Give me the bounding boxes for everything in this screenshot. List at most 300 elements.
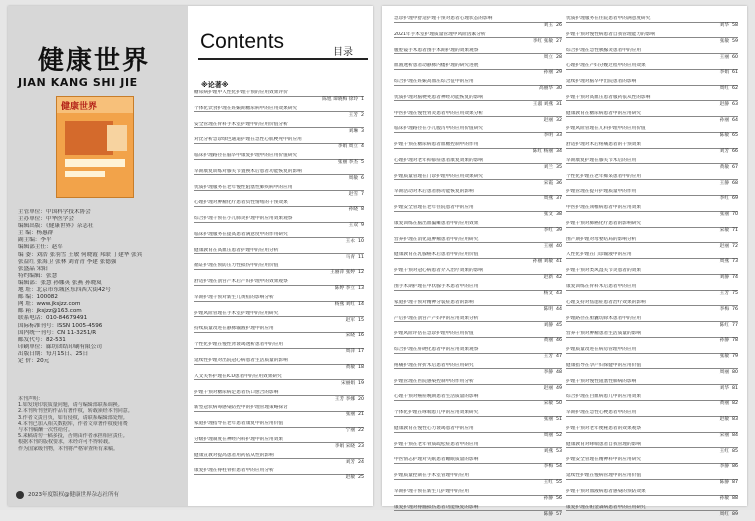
toc-entry-title: 个性化护理在慢性肾衰竭透析患者中的应用 [194,342,284,348]
toc-entry-title: 护理质量管理在门诊护理中的应用效果研究 [394,173,484,179]
toc-entry-page: 39 [556,227,562,233]
toc-entry[interactable] [394,95,562,108]
toc-entry[interactable] [394,142,562,155]
toc-entry-title: 综合护理在肝硬化患者中的应用效果观察 [394,347,479,353]
toc-entry[interactable] [394,457,562,470]
toc-entry-title: 早期护理干预在新生儿护理中的应用 [394,488,470,494]
toc-entry[interactable] [566,363,738,376]
toc-entry-title: 健康指导在孕产妇保健中的应用价值 [566,362,642,368]
toc-entry[interactable] [194,311,364,324]
toc-entry[interactable] [566,142,738,155]
toc-entry-page: 11 [358,254,364,260]
toc-entry-page: 45 [556,322,562,328]
toc-entry-meta [194,222,364,229]
toc-entry[interactable] [566,158,738,171]
toc-entry-authors: 张文 [543,212,554,218]
toc-entry[interactable] [394,473,562,486]
toc-entry-page: 51 [556,417,562,423]
toc-entry-page: 84 [732,432,738,438]
toc-entry-authors: 周萍 [345,349,356,355]
toc-entry[interactable] [394,363,562,376]
toc-entry-authors: 陈红 [719,322,730,328]
toc-entry-title: 营养干预对肿瘤患者生活质量的影响 [566,331,642,337]
toc-entry-page: 72 [732,243,738,249]
toc-entry-meta [394,368,562,375]
toc-entry-authors: 刘华 [719,22,730,28]
toc-entry-title: 持续质量改进在静脉输液护理中的应用 [194,326,274,332]
toc-entry[interactable] [566,63,738,76]
toc-entry-title: 护理干预对糖尿病足患者伤口愈合的影响 [194,389,279,395]
info-line: 国际标准刊号：ISSN 1005-4596 [18,322,103,329]
toc-entry-authors: 王淑 刘燕 [532,101,554,107]
info-line: 印刷单位：廊坊团结印刷有限公司 [18,343,102,350]
toc-entry-meta [194,111,364,118]
toc-entry[interactable] [194,153,364,166]
toc-entry-page: 21 [358,412,364,418]
toc-entry-meta [194,159,364,166]
toc-entry-authors: 王丽萍 张婷 [330,270,356,276]
toc-entry-meta [566,416,738,423]
toc-entry-page: 34 [556,149,562,155]
toc-entry[interactable] [194,358,364,371]
toc-entry-page: 85 [732,448,738,454]
toc-entry[interactable] [194,90,364,103]
toc-entry[interactable] [566,268,738,281]
toc-entry[interactable] [194,122,364,135]
toc-entry-title: 围手术期护理在甲状腺手术患者中的应用 [394,284,479,290]
toc-entry[interactable] [566,316,738,329]
toc-entry-page: 13 [358,286,364,292]
toc-entry[interactable] [394,426,562,439]
info-line: 编 委：刘浩 张羽雪 王敏 何晓霞 邦联 丁建华 张宾 [18,251,143,258]
toc-entry-title: 家庭护理指导在老年患者康复中的应用价值 [194,421,284,427]
toc-entry-meta [394,353,562,360]
info-line: 邮发代号：82-531 [18,336,66,343]
toc-entry[interactable] [394,126,562,139]
circle-icon [16,491,24,499]
toc-entry[interactable] [394,32,562,45]
toc-entry-meta [566,53,738,60]
toc-entry-title: 围产期护理对母婴结局的影响分析 [566,236,637,242]
toc-entry-page: 64 [732,117,738,123]
toc-entry-page: 1 [361,96,364,102]
info-line: 地 址：北京市东城区东四西大街42号 [18,287,111,294]
toc-entry[interactable] [394,505,562,518]
toc-entry[interactable] [394,489,562,502]
toc-entry-meta [394,416,562,423]
cover-logo: 健康世界 [61,102,98,112]
note-line: 3.作者文责自负，如有侵权，请联系编辑部处理。 [18,414,128,421]
toc-entry[interactable] [194,106,364,119]
toc-entry-title: 护理管理在提升护理质量中的作用 [566,189,637,195]
toc-entry-authors: 张丽 [543,417,554,423]
info-line: 邮 编：100082 [18,294,58,301]
toc-entry[interactable] [394,205,562,218]
info-line: 主管单位：中国科学技术协会 [18,209,91,215]
info-line: 编辑部：张慧 孙娜英 张燕 孙晓岚 [18,279,102,286]
toc-entry[interactable] [394,394,562,407]
toc-entry-page: 60 [732,54,738,60]
toc-entry[interactable] [394,252,562,265]
toc-entry-page: 46 [556,338,562,344]
toc-entry-title: 营养护理在消化道肿瘤患者中的应用研究 [394,236,479,242]
toc-entry[interactable] [566,126,738,139]
toc-entry-title: 家庭护理干预对精神分裂症患者的影响 [394,299,474,305]
toc-entry[interactable] [394,189,562,202]
toc-entry[interactable] [394,237,562,250]
toc-entry-page: 10 [358,238,364,244]
note-line: 根据本刊的版权要求，未经许可不得转载。 [18,439,114,446]
toc-entry-meta [566,211,738,218]
toc-entry-meta [194,442,364,449]
toc-entry[interactable] [194,468,364,481]
toc-entry-meta [394,242,562,249]
toc-entry[interactable] [194,169,364,182]
info-line: 张盛晶 宋阳 [18,265,48,272]
toc-entry[interactable] [194,200,364,213]
toc-entry[interactable] [394,16,562,29]
info-line: 定 价：20元 [18,357,50,364]
toc-entry-meta [394,132,562,139]
toc-entry-meta [394,479,562,486]
toc-entry-meta [566,290,738,297]
toc-entry-authors: 李娟 [719,70,730,76]
toc-entry[interactable] [394,379,562,392]
toc-entry[interactable] [566,174,738,187]
toc-entry-authors: 刘燕 [543,448,554,454]
info-line: 邮 箱：jksjzz@163.com [18,308,82,315]
toc-entry[interactable] [566,331,738,344]
toc-entry-meta [194,285,364,292]
toc-entry-authors: 赵丽 [543,385,554,391]
toc-entry-title: 2021年手术室护理质量管理中风险因素分析 [394,31,486,37]
toc-entry-page: 74 [732,275,738,281]
toc-entry[interactable] [566,79,738,92]
toc-entry-meta [566,495,738,502]
toc-entry-title: 综合护理在白血病患儿中的应用效果 [566,394,642,400]
toc-entry-title: 新型冠状病毒感染防控中的护理管理策略探讨 [194,405,288,411]
toc-entry[interactable] [194,405,364,418]
toc-entry-page: 89 [732,511,738,517]
toc-entry[interactable] [194,216,364,229]
toc-entry-title: 健康教育在乳腺癌术后患者中的应用价值 [394,252,479,258]
toc-entry-meta [194,364,364,371]
toc-entry-meta [566,195,738,202]
note-line: 1.如发现印装质量问题，请与编辑部联系调换。 [18,402,123,409]
toc-entry-authors: 李红 张敏 [532,38,554,44]
copyright-footer [16,490,119,499]
toc-entry[interactable] [566,379,738,392]
toc-entry-meta [194,206,364,213]
toc-entry-title: 护理管理在医院感染控制中的作用分析 [394,378,474,384]
toc-entry-authors: 赵新 [543,275,554,281]
toc-entry-meta [566,510,738,517]
toc-entry-title: 延续性护理对出院冠心病患者生活质量的影响 [194,358,288,364]
toc-entry[interactable] [394,48,562,61]
toc-entry-title: 延续护理对脑卒中出院患者的影响 [566,79,637,85]
toc-entry-title: 早期护理在急性心梗患者中的应用 [566,410,637,416]
toc-entry-page: 50 [556,401,562,407]
toc-entry-title: 舒适护理对术后疼痛患者的干预效果 [566,142,642,148]
toc-entry-title: 健康教育在慢性心力衰竭患者中的应用 [394,425,474,431]
toc-entry-page: 8 [361,207,364,213]
toc-entry[interactable] [566,221,738,234]
toc-entry[interactable] [566,442,738,455]
toc-entry[interactable] [194,279,364,292]
toc-entry-authors: 宋敏 [543,401,554,407]
toc-entry[interactable] [394,442,562,455]
toc-entry-page: 12 [358,270,364,276]
toc-entry[interactable] [194,263,364,276]
toc-entry-title: 对比分析急诊绿色通道护理在急性心肌梗死中的应用 [194,137,302,143]
info-line: 国内统一刊号：CN 11-3251/R [18,329,97,336]
toc-entry-authors: 陈红 杨丽 [532,149,554,155]
toc-entry-meta [194,237,364,244]
toc-entry-page: 3 [361,128,364,134]
toc-entry[interactable] [394,158,562,171]
toc-entry-meta [566,432,738,439]
toc-entry-authors: 刘静 [543,322,554,328]
toc-entry[interactable] [566,111,738,124]
toc-entry-authors: 陈静 [719,480,730,486]
toc-entry-page: 67 [732,164,738,170]
toc-entry-page: 35 [556,164,562,170]
toc-entry-meta [394,384,562,391]
toc-entry-authors: 张敏 [719,38,730,44]
toc-entry-authors: 王双 [348,223,359,229]
toc-entry-title: 护理干预对类风湿关节炎患者的效果 [566,268,642,274]
toc-entry-title: 护理安全管理在老年住院患者中的应用 [394,205,474,211]
toc-entry-page: 44 [556,306,562,312]
toc-entry-title: 循证护理在预防压力性损伤中的应用价值 [194,263,279,269]
toc-entry[interactable] [194,137,364,150]
toc-entry-authors: 陈静 [543,511,554,517]
toc-entry-meta [566,321,738,328]
toc-entry-authors: 宋晓 [345,333,356,339]
toc-entry[interactable] [194,437,364,450]
toc-entry-title: 心理干预对癌症晚期患者生活质量的影响 [394,394,479,400]
toc-entry[interactable] [566,473,738,486]
info-line: 编辑出版：《健康世界》杂志社 [18,223,94,230]
toc-entry-title: 康复护理在帕金森病患者中的应用研究 [566,504,646,510]
toc-entry[interactable] [566,205,738,218]
contents-heading-cn: 目录 [333,47,353,58]
toc-entry-meta [566,116,738,123]
toc-entry-page: 49 [556,385,562,391]
toc-entry-meta [566,100,738,107]
toc-entry-page: 9 [361,223,364,229]
toc-entry-meta [566,37,738,44]
toc-entry-meta [194,427,364,434]
toc-entry-page: 63 [732,101,738,107]
toc-entry[interactable] [194,295,364,308]
toc-entry-authors: 宋霞 [543,180,554,186]
toc-entry-meta [394,274,562,281]
publication-info [18,209,186,365]
toc-entry-page: 16 [358,333,364,339]
toc-entry-title: 个体化饮食护理在妊娠期糖尿病中的应用效果研究 [194,105,298,111]
toc-entry[interactable] [394,221,562,234]
toc-column-left [194,90,364,484]
toc-entry-page: 66 [732,149,738,155]
toc-entry-authors: 王红 [719,448,730,454]
toc-entry-page: 29 [556,70,562,76]
toc-entry-page: 33 [556,133,562,139]
toc-entry-authors: 王永 [345,238,356,244]
toc-entry-meta [194,332,364,339]
toc-entry[interactable] [566,189,738,202]
toc-entry-authors: 刘芳 [345,459,356,465]
toc-entry-meta [194,127,364,134]
info-line: 主办单位：中华医学会 [18,216,74,223]
toc-entry-meta [394,22,562,29]
toc-entry-page: 40 [556,243,562,249]
toc-entry-title: 分级护理制度在神经内科护理中的应用效果 [194,436,284,442]
toc-entry-title: 中医情志护理对失眠患者睡眠质量的影响 [394,457,479,463]
cover-thumbnail [56,96,134,198]
toc-entry-page: 73 [732,259,738,265]
note-line: 本刊声明： [18,396,44,402]
toc-entry-authors: 宁丽 [345,428,356,434]
toc-entry-title: 康复护理在脊柱骨折患者中的应用分析 [194,468,274,474]
note-line: 2.本刊所刊登的作品有著作权，转载须经本刊同意。 [18,408,133,415]
toc-entry-title: 护理干预对慢性病患者自我管理能力的影响 [566,31,656,37]
toc-entry[interactable] [566,394,738,407]
toc-entry[interactable] [566,95,738,108]
toc-entry[interactable] [194,421,364,434]
contents-divider [198,58,368,60]
toc-entry-title: 临床护理服务在提高患者满意度中的作用研究 [194,231,288,237]
toc-entry[interactable] [566,237,738,250]
toc-entry-title: 健康教育对哮喘患者自我管理的影响 [566,441,642,447]
toc-entry-meta [394,85,562,92]
toc-entry-page: 22 [358,428,364,434]
toc-entry-meta [394,463,562,470]
toc-entry-meta [566,479,738,486]
toc-entry-authors: 孙丽 [543,70,554,76]
toc-entry[interactable] [394,331,562,344]
toc-entry-authors: 陈敏 [719,133,730,139]
toc-entry-meta [566,179,738,186]
toc-entry-title: 护理质量控制在手术室管理中的应用 [394,473,470,479]
toc-entry-page: 28 [556,54,562,60]
toc-entry[interactable] [194,453,364,466]
toc-entry-title: 舒适护理在剖宫产术后产妇护理中的效果观察 [194,279,288,285]
toc-entry-title: 心理护理对肿瘤化疗患者负性情绪的干预效果 [194,200,288,206]
toc-entry[interactable] [194,232,364,245]
toc-entry-authors: 王芳 [543,354,554,360]
toc-entry-page: 4 [361,144,364,150]
info-line: 联系电话：010-84679491 [18,315,88,322]
toc-entry-authors: 刘芳 [719,149,730,155]
toc-entry[interactable] [394,347,562,360]
toc-entry-title: 早期康复训练对膝关节置换术后患者功能恢复的影响 [194,168,302,174]
toc-entry-authors: 王丽 [719,54,730,60]
toc-entry[interactable] [394,79,562,92]
toc-entry-meta [566,400,738,407]
toc-entry-title: 护理风险管理在儿科护理中的应用价值 [566,126,646,132]
info-line: 主 编：杨惠群 [18,230,54,237]
toc-entry[interactable] [394,410,562,423]
toc-entry-page: 53 [556,448,562,454]
toc-entry[interactable] [566,489,738,502]
toc-entry[interactable] [194,248,364,261]
toc-entry[interactable] [194,374,364,387]
toc-entry-meta [566,85,738,92]
toc-entry[interactable] [394,174,562,187]
toc-entry[interactable] [394,284,562,297]
note-line: 4.本刊已加入相关数据库，作者文章著作权使用费 [18,420,128,427]
toc-entry[interactable] [566,410,738,423]
toc-entry-page: 71 [732,227,738,233]
toc-entry[interactable] [194,390,364,403]
toc-entry[interactable] [566,252,738,265]
toc-entry-title: 急诊护理中舒适护理干预对患者心理状态的影响 [394,16,493,21]
toc-entry-page: 62 [732,86,738,92]
toc-entry-title: 康复训练在骨科术后患者中的应用 [566,284,637,290]
toc-entry-title: 综合护理在妊娠高血压综合征中的应用 [394,79,474,85]
toc-entry-page: 42 [556,275,562,281]
info-line: 特约编辑：张慧 [18,272,58,279]
toc-entry-page: 76 [732,306,738,312]
toc-entry[interactable] [566,505,738,518]
toc-entry-title: 护理干预对慢性阻塞性肺病的影响 [566,378,637,384]
toc-entry-page: 25 [358,475,364,481]
toc-entry-page: 48 [556,369,562,375]
toc-entry-page: 69 [732,196,738,202]
toc-entry-title: 临床护理路径在脑卒中康复护理中的应用价值研究 [194,153,298,159]
toc-entry-title: 临床护理路径在小儿腹泻中的应用价值研究 [394,126,484,132]
info-line: 编辑部主任：赵军 [18,244,63,251]
toc-entry-authors: 黄敏 [719,164,730,170]
toc-entry-authors: 周红 [719,511,730,517]
toc-entry-authors: 宋丽娟 [340,380,356,386]
toc-entry[interactable] [194,185,364,198]
toc-entry-page: 32 [556,117,562,123]
toc-entry-title: 健康教育在糖尿病患者中的应用研究 [566,110,642,116]
toc-entry[interactable] [394,268,562,281]
toc-entry[interactable] [566,32,738,45]
toc-entry[interactable] [566,457,738,470]
toc-entry[interactable] [566,284,738,297]
toc-entry[interactable] [194,326,364,339]
toc-entry-authors: 孙静 [719,338,730,344]
toc-entry[interactable] [566,347,738,360]
toc-entry-authors: 黄敏 [345,365,356,370]
toc-entry[interactable] [566,300,738,313]
toc-entry-title: 康复训练在脑出血偏瘫患者中的应用效果 [394,220,479,226]
toc-entry[interactable] [394,316,562,329]
toc-entry-meta [194,474,364,481]
toc-entry[interactable] [394,63,562,76]
note-line: 作为国家级刊物，本刊将严格审查所有来稿。 [18,445,119,452]
toc-entry[interactable] [194,342,364,355]
toc-entry-page: 38 [556,212,562,218]
toc-entry-title: 糖尿病护理中人性化护理干预的应用效果评价 [194,90,288,95]
toc-entry-title: 产后护理在剖宫产产妇中的应用效果分析 [394,315,479,321]
toc-entry-meta [394,432,562,439]
toc-entry-meta [194,143,364,150]
toc-entry[interactable] [566,426,738,439]
toc-entry[interactable] [566,16,738,29]
toc-entry[interactable] [566,48,738,61]
toc-entry-meta [566,258,738,265]
toc-entry-page: 56 [556,495,562,501]
toc-entry[interactable] [394,111,562,124]
toc-entry-page: 57 [556,511,562,517]
toc-entry-title: 优质护理服务在住院患者中的满意度研究 [566,16,651,21]
toc-entry[interactable] [394,300,562,313]
